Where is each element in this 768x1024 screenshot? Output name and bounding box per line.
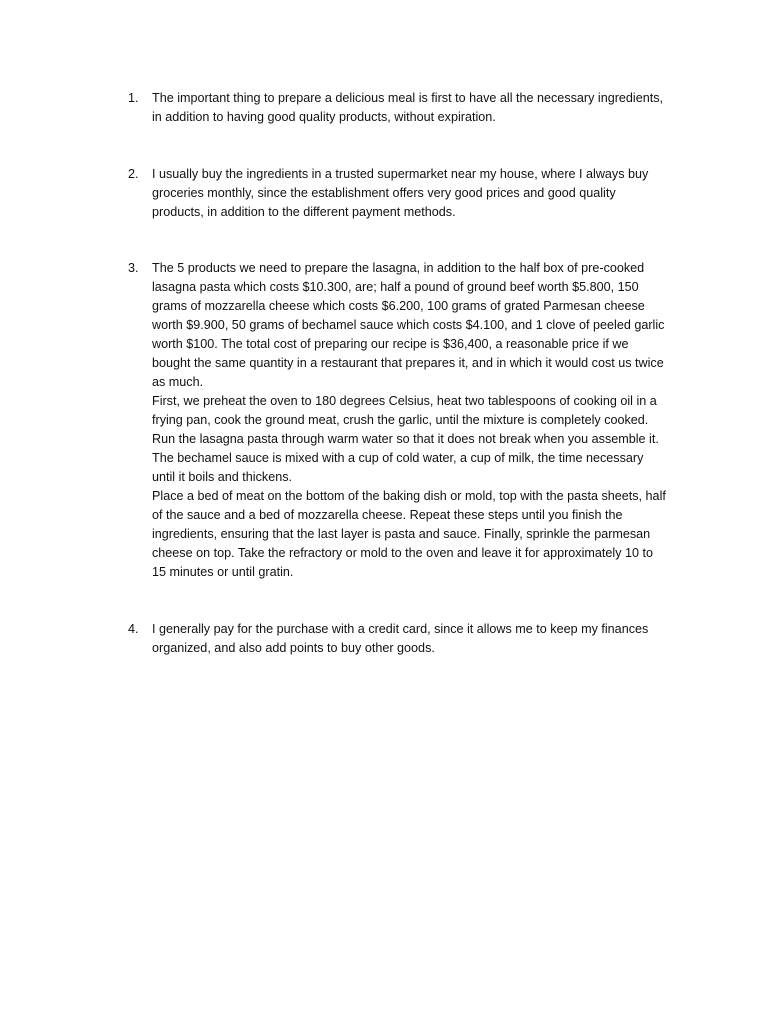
list-item — [128, 259, 668, 582]
numbered-list — [128, 89, 668, 696]
paragraph: Place a bed of meat on the bottom of the baking dish or mold, top with the pasta sheets, half of the sauce and a bed of mozzarella cheese. Repeat these steps until you finish the ingredients, ensuring that the last layer is pasta and sauce. Finally, sprinkle the parmesan cheese on top. Take the refractory or mold to the oven and leave it for approximately 10 to 15 minutes or until gratin. — [152, 489, 666, 579]
paragraph: The important thing to prepare a delicious meal is first to have all the necessary ingredients, in addition to having good quality products, without expiration. — [152, 91, 664, 124]
paragraph: I generally pay for the purchase with a credit card, since it allows me to keep my finances organized, and also add points to buy other goods. — [152, 622, 649, 655]
paragraph: I usually buy the ingredients in a trusted supermarket near my house, where I always buy groceries monthly, since the establishment offers very good prices and good quality products, in addition to the different payment methods. — [152, 167, 649, 219]
paragraph: The 5 products we need to prepare the lasagna, in addition to the half box of pre-cooked lasagna pasta which costs $10.300, are; half a pound of ground beef worth $5.800, 150 grams of mozzarella cheese which costs $6.200, 100 grams of grated Parmesan cheese worth $9.900, 50 grams of bechamel sauce which costs $4.100, and 1 clove of peeled garlic worth $100. The total cost of preparing our recipe is $36,400, a reasonable price if we bought the same quantity in a restaurant that prepares it, and in which it would cost us twice as much. — [152, 261, 665, 389]
list-item-body — [152, 259, 668, 582]
paragraph: First, we preheat the oven to 180 degrees Celsius, heat two tablespoons of cooking oil in a frying pan, cook the ground meat, crush the garlic, until the mixture is completely cooked. Run the lasagna pasta through warm water so that it does not break when you assemble it. The bechamel sauce is mixed with a cup of cold water, a cup of milk, the time necessary until it boils and thickens. — [152, 394, 659, 484]
list-item-body — [152, 89, 668, 127]
list-item-body — [152, 165, 668, 222]
list-item-body — [152, 620, 668, 658]
list-item-number: 3. — [128, 261, 139, 275]
list-item — [128, 89, 668, 127]
list-item-number: 1. — [128, 91, 139, 105]
list-item-number: 4. — [128, 622, 139, 636]
list-item — [128, 620, 668, 658]
list-item — [128, 165, 668, 222]
list-item-number: 2. — [128, 167, 139, 181]
